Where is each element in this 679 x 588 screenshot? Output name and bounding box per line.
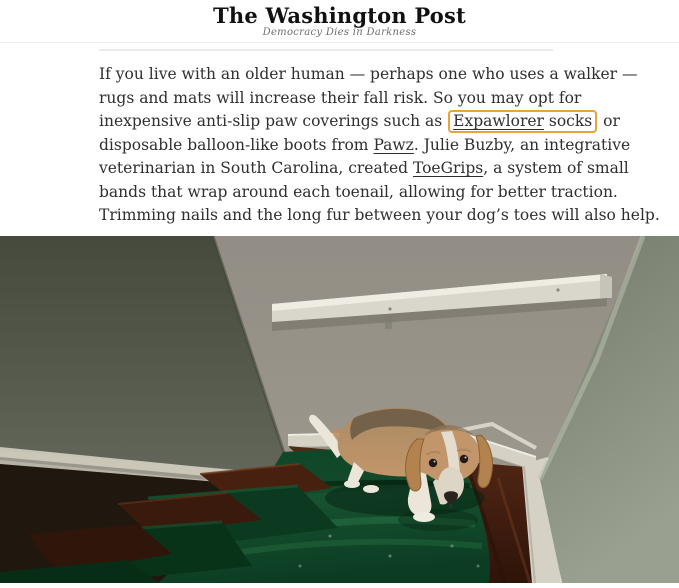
paragraph-line [99,87,619,111]
text-span: Trimming nails and the long fur between your dog’s toes will also help. [99,206,660,224]
text-span: veterinarian in South Carolina, created [99,159,413,177]
paragraph-line [99,134,631,158]
text-span: disposable balloon-like boots from [99,135,374,154]
text-span: or [598,112,620,130]
text-span: socks [543,112,593,130]
text-span: , a system of small [483,159,629,177]
masthead-tagline: Democracy Dies in Darkness [262,27,417,38]
paragraph-line [99,204,660,228]
masthead [0,0,679,43]
paragraph-line [99,181,619,205]
inline-link[interactable]: Expawlorer [453,112,544,130]
content-divider [99,49,553,51]
dog-shadow-front [398,509,478,531]
dog-eye-right [460,454,468,462]
text-span: If you live with an older human — perhaps one who uses a walker — [99,65,638,83]
paragraph-line [99,157,629,181]
text-span: bands that wrap around each toenail, allowing for better traction. [99,182,618,201]
article-photo [0,236,679,583]
text-span: inexpensive anti-slip paw coverings such as [99,112,448,130]
article-body [0,63,679,583]
inline-link[interactable]: Pawz [373,135,414,154]
dog-eye-left [429,458,437,466]
highlight-annotation-box [448,110,597,133]
text-span: rugs and mats will increase their fall risk. So you may opt for [99,88,582,107]
stairs-dog-photo [0,236,679,583]
masthead-logo[interactable]: The Washington Post [213,3,466,28]
article-paragraph [99,63,660,228]
text-span: . Julie Buzby, an integrative [413,135,631,154]
paragraph-line [99,63,638,87]
paragraph-line [99,110,619,134]
inline-link[interactable]: ToeGrips [412,159,484,177]
